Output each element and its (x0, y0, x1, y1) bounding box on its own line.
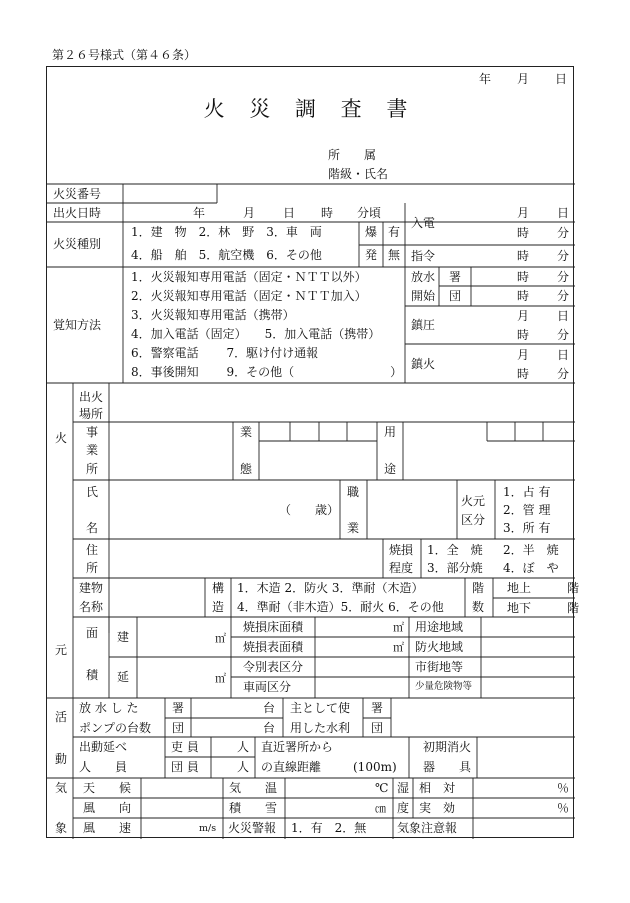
zone-fire-label: 防火地域 (415, 640, 464, 654)
floors-below: 地下 階 (507, 601, 580, 615)
water-start-hour-1: 時 (517, 270, 530, 284)
temp-unit: ℃ (375, 781, 389, 795)
hazmat-label: 少量危険物等 (415, 681, 473, 692)
zone-urban-label: 市街地等 (415, 660, 464, 674)
fire-number-input[interactable] (123, 184, 217, 203)
fire-type-label: 火災種別 (53, 237, 102, 251)
origin-side-top: 火 (55, 431, 68, 445)
extinguish-hour: 時 (517, 367, 530, 381)
pumps-unit-1: 台 (263, 701, 276, 715)
received-day: 日 (557, 206, 570, 220)
discovery-item-2[interactable]: 2．火災報知専用電話（固定・ＮＴＴ加入） (131, 289, 367, 303)
category-item-2[interactable]: 2．管 理 (503, 503, 551, 517)
job-label-1: 職 (347, 485, 360, 499)
received-month: 月 (517, 206, 530, 220)
suppression-hour: 時 (517, 328, 530, 342)
zone-use-label: 用途地域 (415, 620, 464, 634)
suppression-month: 月 (517, 309, 530, 323)
explosion-label-bottom: 発 (365, 248, 378, 262)
office-label-1: 事 (86, 425, 99, 439)
date-day: 日 (555, 72, 568, 86)
fire-datetime-label: 出火日時 (53, 206, 102, 220)
pumps-unit-2: 台 (263, 721, 276, 735)
structure-items-row2[interactable]: 4．準耐（非木造）5．耐火 6．その他 (237, 600, 444, 614)
suppression-day: 日 (557, 309, 570, 323)
age-field[interactable]: （ 歳） (279, 503, 340, 517)
main-water-label-2: 用した水利 (290, 721, 351, 735)
explosion-no[interactable]: 無 (388, 248, 401, 262)
received-label: 入電 (411, 216, 436, 230)
temp-label: 気 温 (229, 781, 278, 795)
extinguish-month: 月 (517, 348, 530, 362)
building-name-label-1: 建物 (79, 581, 104, 595)
use-label-1: 用 (384, 425, 397, 439)
initial-label-2: 器 具 (423, 760, 472, 774)
staff-label-1: 出動延べ (79, 740, 128, 754)
burnt-floor-unit: ㎡ (393, 621, 404, 634)
fire-investigation-form (46, 66, 580, 838)
floors-label-1: 階 (472, 581, 485, 595)
name-label-2: 名 (86, 521, 99, 535)
structure-items-row1[interactable]: 1．木造 2．防火 3．準耐（木造） (237, 581, 424, 595)
office-label-3: 所 (86, 462, 99, 476)
effective-humidity-unit: ％ (557, 801, 570, 815)
origin-side-bottom: 元 (55, 643, 68, 657)
discovery-item-3[interactable]: 3．火災報知専用電話（携帯） (131, 308, 295, 322)
command-hour: 時 (517, 249, 530, 263)
category-label-2: 区分 (461, 513, 486, 527)
water-start-minute-2: 分 (557, 289, 570, 303)
date-month: 月 (517, 72, 530, 86)
category-item-3[interactable]: 3．所 有 (503, 521, 551, 535)
discovery-label: 覚知方法 (53, 318, 102, 332)
effective-humidity-label: 実 効 (419, 801, 456, 815)
damage-item-4[interactable]: 4．ぼ や (503, 561, 559, 575)
humidity-mark: 湿 (397, 781, 410, 795)
structure-label-2: 造 (212, 600, 225, 614)
officers-label: 吏 員 (171, 740, 199, 754)
water-start-label-bottom: 開始 (411, 289, 436, 303)
floor-area-label: 延 (117, 670, 130, 684)
snow-label: 積 雪 (229, 801, 278, 815)
fire-place-label: 出火場所 (79, 390, 104, 421)
activity-side-top: 活 (55, 710, 68, 724)
wind-speed-label: 風 速 (83, 821, 132, 835)
suppression-label: 鎮圧 (411, 318, 436, 332)
members-label: 団 員 (171, 760, 199, 774)
vehicle-label: 車両区分 (243, 680, 292, 694)
wind-speed-unit: m/s (199, 823, 217, 834)
business-label-1: 業 (240, 425, 253, 439)
explosion-label-top: 爆 (365, 225, 378, 239)
explosion-yes[interactable]: 有 (388, 225, 401, 239)
relative-humidity-label: 相 対 (419, 781, 456, 795)
members-unit: 人 (237, 760, 250, 774)
burnt-surface-unit: ㎡ (393, 641, 404, 654)
area-label-2: 積 (86, 668, 99, 682)
category-label-1: 火元 (461, 494, 486, 508)
office-label-2: 業 (86, 443, 99, 457)
page-title: 火 災 調 査 書 (203, 97, 417, 121)
job-label-2: 業 (347, 521, 360, 535)
main-water-label-1: 主として使 (290, 701, 351, 715)
water-station: 署 (371, 701, 384, 715)
fire-type-row2: 4．船 舶 5．航空機 6．その他 (131, 248, 322, 262)
pumps-corps: 団 (172, 721, 185, 735)
distance-label-2: の直線距離 (261, 760, 322, 774)
damage-item-2[interactable]: 2．半 焼 (503, 543, 559, 557)
annex-label: 令別表区分 (243, 660, 304, 674)
pumps-station: 署 (172, 701, 185, 715)
pumps-label-2: ポンプの台数 (79, 721, 152, 735)
fire-warning-label: 火災警報 (228, 821, 277, 835)
affiliation-label: 所 属 (328, 148, 377, 162)
address-label-1: 住 (86, 543, 99, 557)
floor-area-unit: ㎡ (215, 672, 226, 685)
snow-unit: ㎝ (375, 802, 386, 815)
fire-number-label: 火災番号 (53, 187, 102, 201)
area-label-1: 面 (86, 626, 99, 640)
suppression-minute: 分 (557, 328, 570, 342)
water-start-minute-1: 分 (557, 270, 570, 284)
building-name-label-2: 名称 (79, 600, 104, 614)
water-start-label-top: 放水 (411, 270, 436, 284)
damage-label-2: 程度 (389, 561, 414, 575)
relative-humidity-unit: ％ (557, 781, 570, 795)
fire-minute-unit: 分頃 (357, 206, 382, 220)
name-label-1: 氏 (86, 485, 99, 499)
command-label: 指令 (411, 249, 436, 263)
officers-unit: 人 (237, 740, 250, 754)
building-area-label: 建 (117, 630, 130, 644)
form-number: 第２６号様式（第４６条） (52, 48, 197, 62)
pumps-label-1: 放 水 し た (79, 701, 139, 715)
fire-day-unit: 日 (283, 206, 296, 220)
weather-side-top: 気 (55, 781, 68, 795)
discovery-item-1[interactable]: 1．火災報知専用電話（固定・ＮＴＴ以外） (131, 270, 367, 284)
extinguish-label: 鎮火 (411, 357, 436, 371)
address-label-2: 所 (86, 561, 99, 575)
received-hour: 時 (517, 226, 530, 240)
degree-mark: 度 (397, 801, 410, 815)
fire-month-unit: 月 (243, 206, 256, 220)
initial-label-1: 初期消火 (423, 740, 472, 754)
activity-side-bottom: 動 (55, 752, 68, 766)
damage-item-3[interactable]: 3．部分焼 (427, 561, 483, 575)
floors-label-2: 数 (472, 600, 485, 614)
discovery-item-5[interactable]: 6．警察電話 7．駆け付け通報 (131, 346, 319, 360)
discovery-item-6[interactable]: 8．事後開知 9．その他（ ） (131, 365, 403, 379)
extinguish-minute: 分 (557, 367, 570, 381)
date-year: 年 (479, 72, 492, 86)
fire-warning-options[interactable]: 1．有 2．無 (291, 821, 367, 835)
weather-side-bottom: 象 (55, 821, 68, 835)
water-start-hour-2: 時 (517, 289, 530, 303)
burnt-floor-label: 焼損床面積 (243, 620, 304, 634)
staff-label-2: 人 員 (79, 760, 128, 774)
fire-hour-unit: 時 (321, 206, 334, 220)
floors-above: 地上 階 (507, 581, 580, 595)
distance-label-1: 直近署所から (261, 740, 334, 754)
building-area-unit: ㎡ (215, 632, 226, 645)
category-item-1[interactable]: 1．占 有 (503, 485, 551, 499)
water-start-corps: 団 (449, 289, 462, 303)
water-corps: 団 (371, 721, 384, 735)
discovery-item-4[interactable]: 4．加入電話（固定） 5．加入電話（携帯） (131, 327, 381, 341)
structure-label-1: 構 (212, 581, 225, 595)
damage-item-1[interactable]: 1．全 焼 (427, 543, 483, 557)
weather-label: 天 候 (83, 781, 132, 795)
weather-advisory-label: 気象注意報 (397, 821, 458, 835)
use-label-2: 途 (384, 462, 397, 476)
business-label-2: 態 (240, 462, 253, 476)
received-minute: 分 (557, 226, 570, 240)
rank-name-label: 階級・氏名 (328, 167, 389, 181)
extinguish-day: 日 (557, 348, 570, 362)
wind-direction-label: 風 向 (83, 801, 132, 815)
fire-type-row1: 1．建 物 2．林 野 3．車 両 (131, 225, 322, 239)
water-start-station: 署 (449, 270, 462, 284)
fire-year-unit: 年 (193, 206, 206, 220)
command-minute: 分 (557, 249, 570, 263)
distance-unit: (100m) (353, 760, 397, 774)
damage-label-1: 焼損 (389, 543, 414, 557)
burnt-surface-label: 焼損表面積 (243, 640, 304, 654)
